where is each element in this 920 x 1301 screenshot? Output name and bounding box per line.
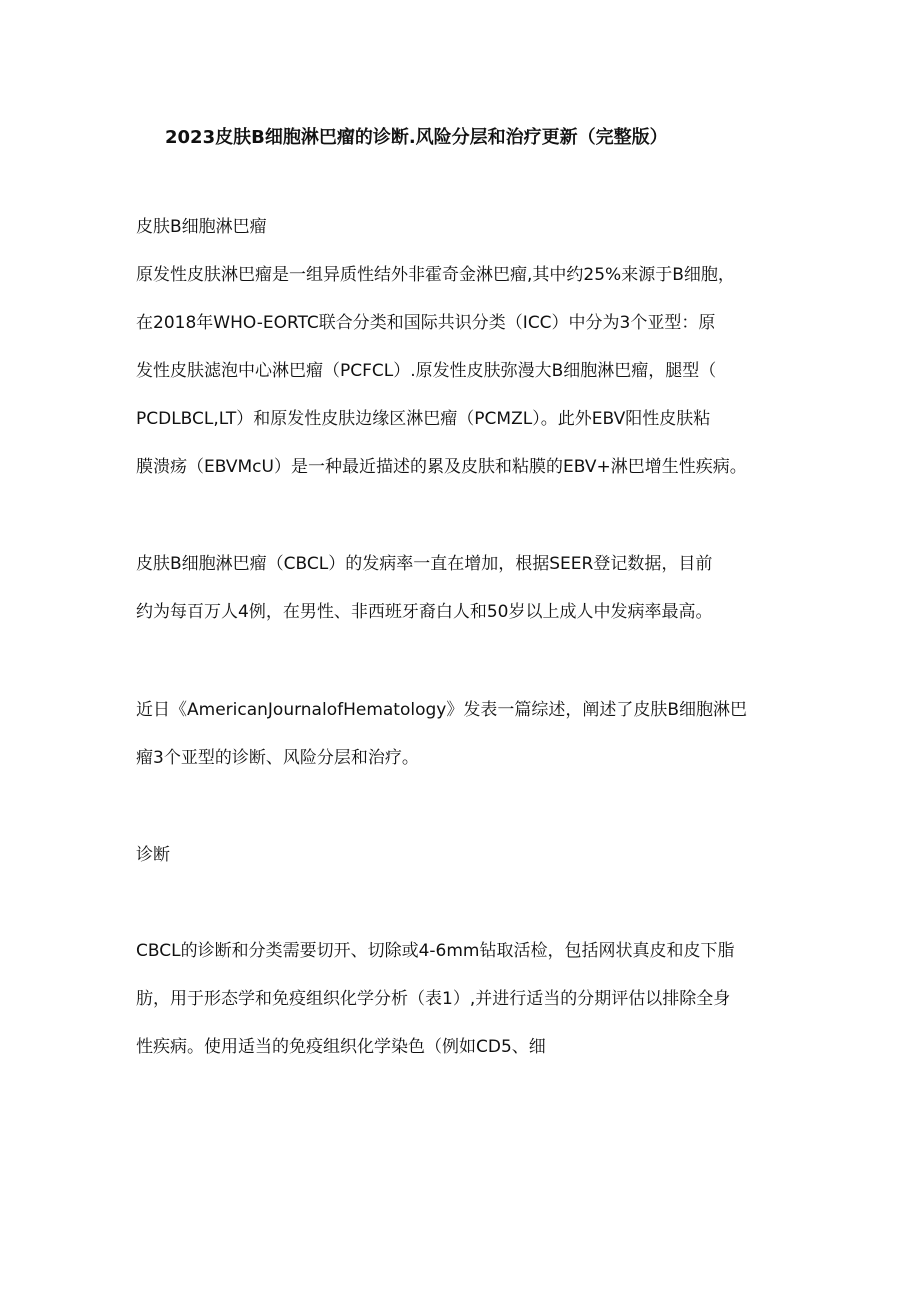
document-title: 2023皮肤B细胞淋巴瘤的诊断.风险分层和治疗更新（完整版） (165, 127, 668, 148)
paragraph-incidence (136, 540, 816, 636)
paragraph-line: 发性皮肤滤泡中心淋巴瘤（PCFCL）.原发性皮肤弥漫大B细胞淋巴瘤，腿型（ (136, 361, 717, 381)
paragraph-line: 性疾病。使用适当的免疫组织化学染色（例如CD5、细 (136, 1037, 546, 1057)
section-heading-cbcl (136, 203, 816, 251)
paragraph-review (136, 686, 816, 782)
section-heading-diagnosis (136, 831, 816, 879)
paragraph-line: CBCL的诊断和分类需要切开、切除或4-6mm钻取活检，包括网状真皮和皮下脂 (136, 941, 735, 961)
paragraph-intro (136, 251, 816, 491)
paragraph-line: 在2018年WHO-EORTC联合分类和国际共识分类（ICC）中分为3个亚型：原 (136, 313, 716, 333)
paragraph-diagnosis (136, 927, 816, 1071)
paragraph-line: 近日《AmericanJournalofHematology》发表一篇综述，阐述了皮肤B细胞淋巴 (136, 700, 748, 720)
section-heading-text: 诊断 (136, 845, 170, 865)
paragraph-line: 瘤3个亚型的诊断、风险分层和治疗。 (136, 748, 419, 768)
paragraph-line: PCDLBCL,LT）和原发性皮肤边缘区淋巴瘤（PCMZL）。此外EBV阳性皮肤粘 (136, 409, 711, 429)
paragraph-line: 皮肤B细胞淋巴瘤（CBCL）的发病率一直在增加，根据SEER登记数据，目前 (136, 554, 713, 574)
section-heading-text: 皮肤B细胞淋巴瘤 (136, 217, 267, 237)
paragraph-line: 膜溃疡（EBVMcU）是一种最近描述的累及皮肤和粘膜的EBV+淋巴增生性疾病。 (136, 457, 747, 477)
paragraph-line: 约为每百万人4例，在男性、非西班牙裔白人和50岁以上成人中发病率最高。 (136, 602, 713, 622)
paragraph-line: 肪，用于形态学和免疫组织化学分析（表1）,并进行适当的分期评估以排除全身 (136, 989, 731, 1009)
paragraph-line: 原发性皮肤淋巴瘤是一组异质性结外非霍奇金淋巴瘤,其中约25%来源于B细胞， (136, 265, 735, 285)
